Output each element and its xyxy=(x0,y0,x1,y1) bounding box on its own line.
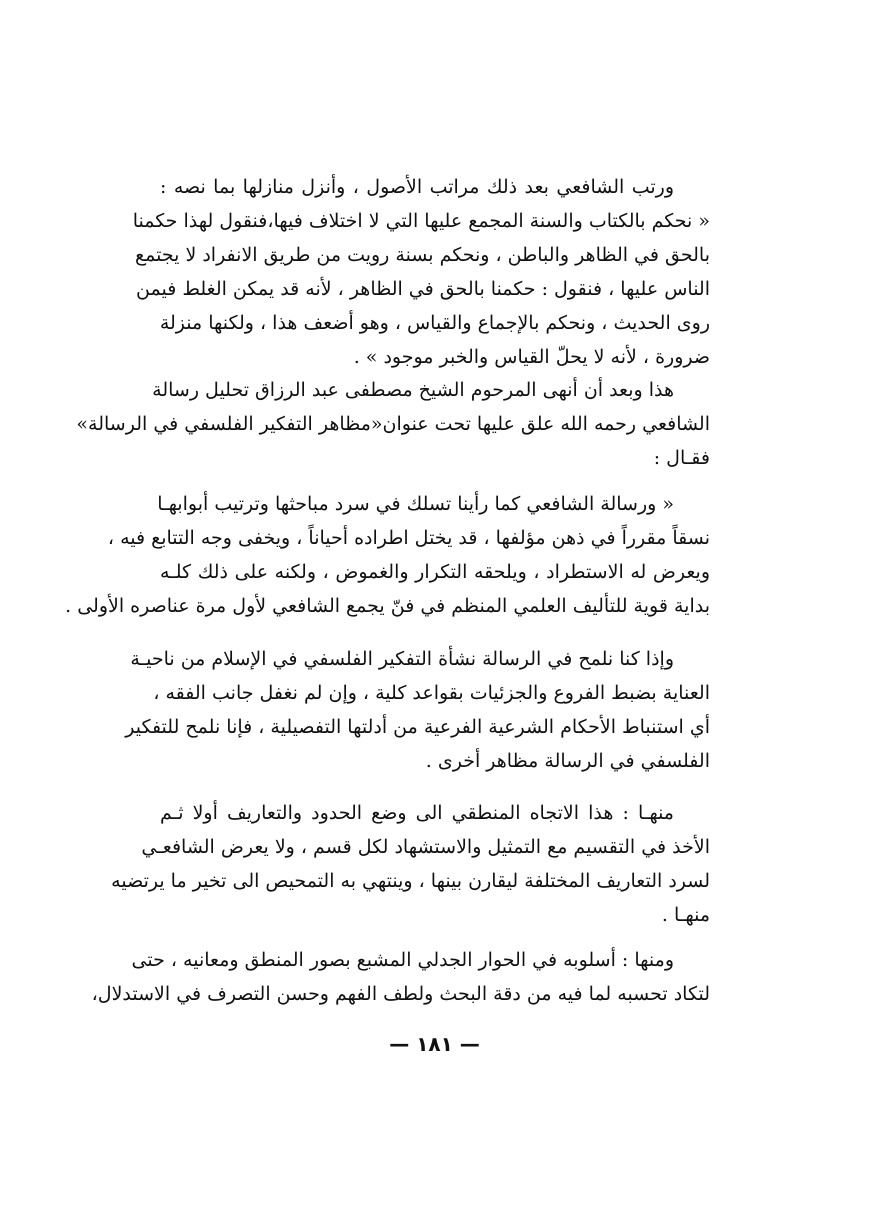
text-line: وإذا كنا نلمح في الرسالة نشأة التفكير الفلسفي في الإسلام من ناحيـة xyxy=(130,648,674,670)
text-line: فقـال : xyxy=(653,447,710,469)
text-line: ويعرض له الاستطراد ، ويلحقه التكرار والغموض ، ولكنه على ذلك كلـه xyxy=(160,561,710,583)
paragraph-philosophical-thought xyxy=(125,642,710,778)
text-line: الأخذ في التقسيم مع التمثيل والاستشهاد لكل قسم ، ولا يعرض الشافعـي xyxy=(141,836,710,858)
text-line: منهـا : هذا الاتجاه المنطقي الى وضع الحدود والتعاريف أولا ثـم xyxy=(160,802,674,824)
paragraph-dialectic-style xyxy=(91,943,710,1011)
text-line: لتكاد تحسبه لما فيه من دقة البحث ولطف الفهم وحسن التصرف في الاستدلال، xyxy=(91,983,710,1005)
text-line: نسقاً مقرراً في ذهن مؤلفها ، قد يختل اطراده أحياناً ، ويخفى وجه التتابع فيه ، xyxy=(107,527,710,549)
text-line: الشافعي رحمه الله علق عليها تحت عنوان«مظاهر التفكير الفلسفي في الرسالة» xyxy=(76,413,710,435)
text-line: ورتب الشافعي بعد ذلك مراتب الأصول ، وأنزل منازلها بما نصه : xyxy=(160,176,674,198)
text-line: بداية قوية للتأليف العلمي المنظم في فنّ يجمع الشافعي لأول مرة عناصره الأولى . xyxy=(65,595,710,617)
text-line: الفلسفي في الرسالة مظاهر أخرى . xyxy=(425,750,710,772)
text-line: الناس عليها ، فنقول : حكمنا بالحق في الظاهر ، لأنه قد يمكن الغلط فيمن xyxy=(136,278,710,300)
paragraph-mustafa-abdel-razek-intro xyxy=(76,373,710,475)
text-line: منهـا . xyxy=(661,904,710,926)
text-line: العناية بضبط الفروع والجزئيات بقواعد كلية ، وإن لم نغفل جانب الفقه ، xyxy=(153,682,710,704)
paragraph-risala-structure xyxy=(65,487,710,623)
text-line: « نحكم بالكتاب والسنة المجمع عليها التي لا اختلاف فيها،فنقول لهذا حكمنا xyxy=(132,210,710,232)
paragraph-logical-definitions xyxy=(111,796,710,932)
page-number: — ١٨١ — xyxy=(389,1032,480,1056)
text-line: ضرورة ، لأنه لا يحلّ القياس والخبر موجود » . xyxy=(353,346,710,368)
paragraph-ranking-of-sources xyxy=(132,170,710,374)
text-line: لسرد التعاريف المختلفة ليقارن بينها ، وينتهي به التمحيص الى تخير ما يرتضيه xyxy=(111,870,710,892)
text-line: روى الحديث ، ونحكم بالإجماع والقياس ، وهو أضعف هذا ، ولكنها منزلة xyxy=(159,312,710,334)
text-line: بالحق في الظاهر والباطن ، ونحكم بسنة رويت من طريق الانفراد لا يجتمع xyxy=(135,244,710,266)
text-line: « ورسالة الشافعي كما رأينا تسلك في سرد مباحثها وترتيب أبوابهـا xyxy=(157,493,674,515)
text-line: ومنها : أسلوبه في الحوار الجدلي المشبع بصور المنطق ومعانيه ، حتى xyxy=(131,949,674,971)
text-line: هذا وبعد أن أنهى المرحوم الشيخ مصطفى عبد الرزاق تحليل رسالة xyxy=(152,379,674,401)
text-line: أي استنباط الأحكام الشرعية الفرعية من أدلتها التفصيلية ، فإنا نلمح للتفكير xyxy=(125,716,710,738)
